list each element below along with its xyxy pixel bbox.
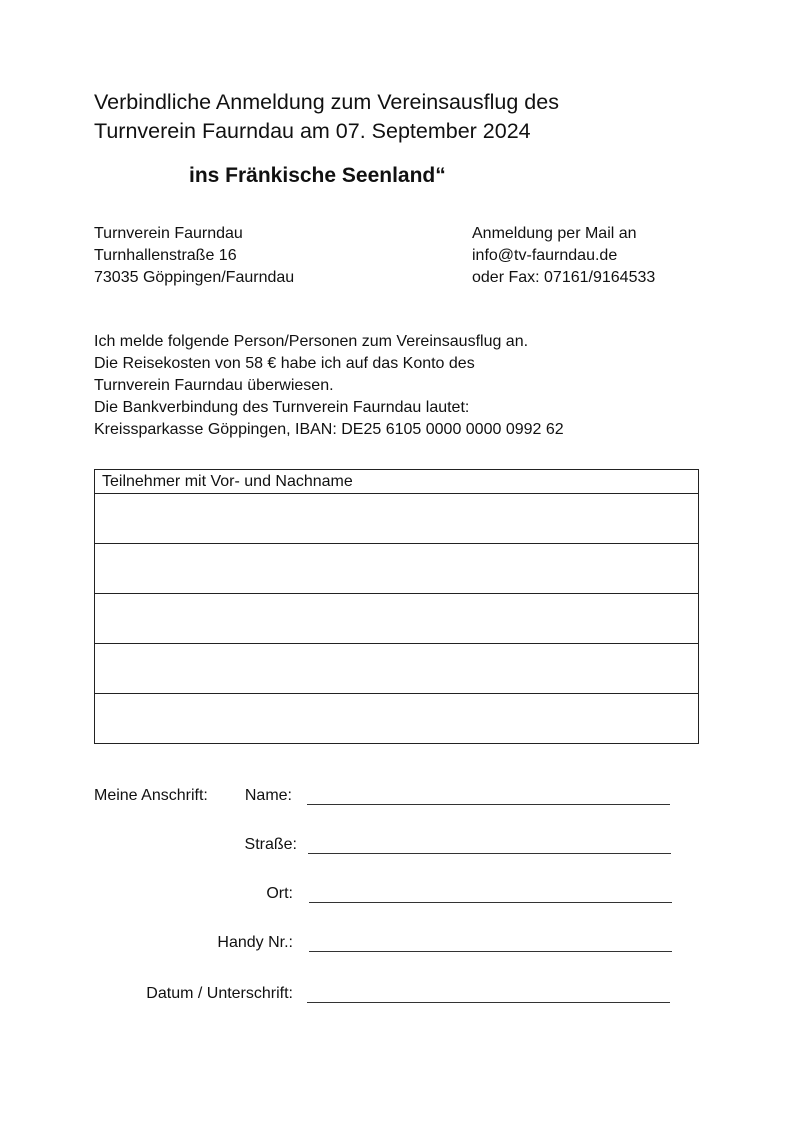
participants-table [94,469,699,744]
name-label: Name: [244,787,292,804]
participant-cell[interactable] [95,594,699,644]
participant-cell[interactable] [95,494,699,544]
date-signature-field[interactable] [307,1002,670,1003]
document-subtitle: ins Fränkische Seenland“ [189,164,446,187]
phone-field[interactable] [309,951,672,952]
date-signature-label: Datum / Unterschrift: [146,985,293,1002]
intro-paragraph [94,331,564,441]
phone-label: Handy Nr.: [217,934,293,951]
table-row [95,694,699,744]
street-field[interactable] [308,853,671,854]
table-row [95,494,699,544]
participant-cell[interactable] [95,694,699,744]
club-address [94,223,294,289]
table-row [95,644,699,694]
address-section-label: Meine Anschrift: [94,787,208,804]
participant-cell[interactable] [95,544,699,594]
participant-cell[interactable] [95,644,699,694]
name-field[interactable] [307,804,670,805]
city-field[interactable] [309,902,672,903]
table-row [95,594,699,644]
city-label: Ort: [266,885,293,902]
table-row [95,544,699,594]
intro-line: Die Reisekosten von 58 € habe ich auf das Konto des [94,355,475,372]
club-city: 73035 Göppingen/Faurndau [94,269,295,286]
contact-fax: oder Fax: 07161/9164533 [472,269,656,286]
bank-details-line: Kreissparkasse Göppingen, IBAN: DE25 6105 0000 0000 0992 62 [94,421,564,438]
club-name: Turnverein Faurndau [94,225,243,242]
contact-email[interactable]: info@tv-faurndau.de [472,247,618,264]
intro-line: Turnverein Faurndau überwiesen. [94,377,334,394]
table-header: Teilnehmer mit Vor- und Nachname [95,470,699,494]
table-header-row [95,470,699,494]
contact-line: Anmeldung per Mail an [472,225,637,242]
intro-line: Ich melde folgende Person/Personen zum Vereinsausflug an. [94,333,529,350]
document-title-line-1: Verbindliche Anmeldung zum Vereinsausflug des [94,90,559,114]
contact-info [472,223,655,289]
intro-line: Die Bankverbindung des Turnverein Faurndau lautet: [94,399,470,416]
document-title-line-2: Turnverein Faurndau am 07. September 2024 [94,119,531,143]
street-label: Straße: [244,836,297,853]
club-street: Turnhallenstraße 16 [94,247,237,264]
